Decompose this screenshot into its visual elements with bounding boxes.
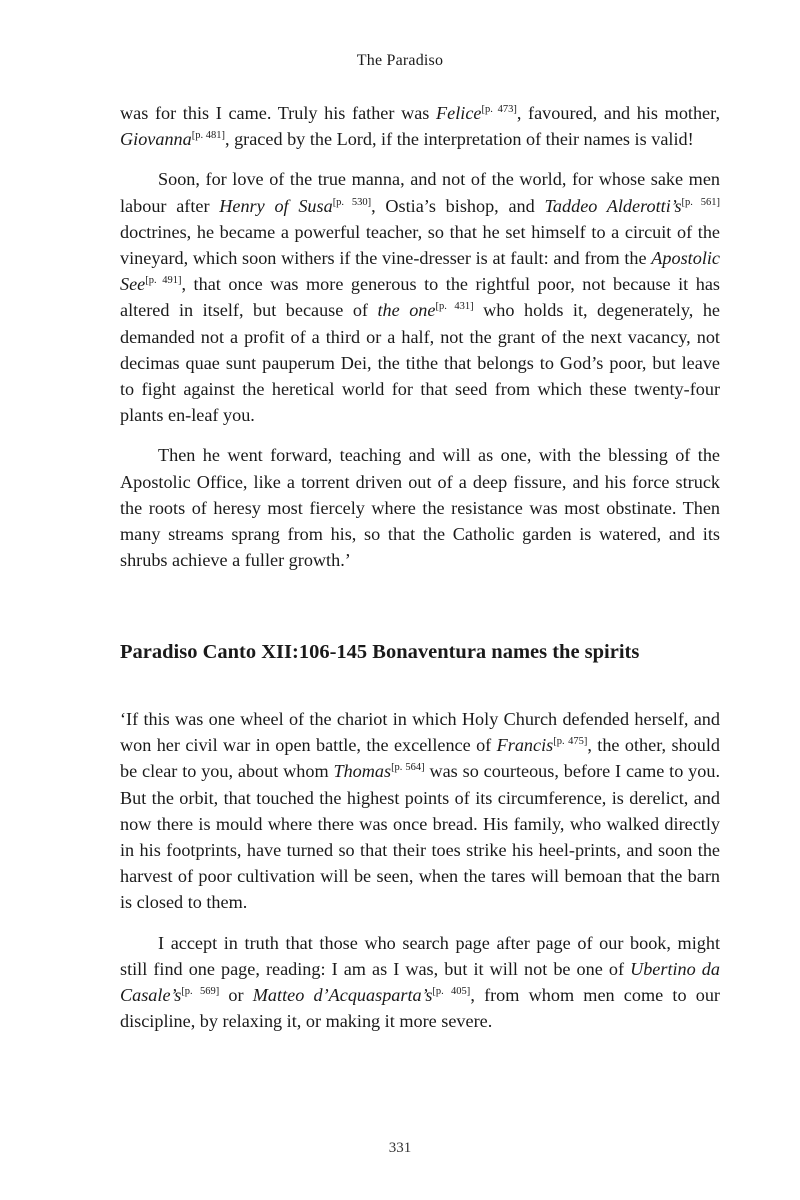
page-reference-link[interactable]: [p. 431]	[435, 301, 474, 313]
italic-name: Matteo d’Acquasparta’s	[252, 985, 433, 1006]
italic-name: Henry of Susa	[219, 195, 333, 216]
body-text-upper	[120, 100, 720, 587]
page-reference-link[interactable]: [p. 569]	[181, 985, 220, 997]
paragraph	[120, 706, 720, 916]
text-run: , the other, should be clear to you, about whom	[120, 735, 720, 782]
paragraph	[120, 930, 720, 1035]
text-run: Soon, for love of the true manna, and not of the world, for whose sake men labour after	[120, 169, 720, 216]
paragraph	[120, 100, 720, 152]
italic-name: the one	[377, 300, 436, 321]
text-run: , that once was more generous to the rightful poor, not because it has altered in itself, but because of	[120, 274, 721, 321]
text-run: , from whom men come to our discipline, by relaxing it, or making it more severe.	[120, 985, 720, 1032]
page-reference-link[interactable]: [p. 475]	[553, 736, 588, 748]
italic-name: Felice	[436, 103, 482, 123]
page-reference-link[interactable]: [p. 530]	[332, 196, 372, 208]
text-run: was so courteous, before I came to you. But the orbit, that touched the highest points of its circumference, is derelict, and now there is mould where there was once bread. His family, who walked directly in his footprints, have turned so that their toes strike his heel-prints, and soon the harvest of poor cultivation will be seen, when the tares will bemoan that the barn is closed to them.	[120, 761, 720, 913]
italic-name: Thomas	[333, 761, 392, 782]
page-reference-link[interactable]: [p. 564]	[391, 762, 425, 774]
paragraph	[120, 166, 720, 428]
text-run: who holds it, degenerately, he demanded not a profit of a third or a half, not the grant of the next vacancy, not decimas quae sunt pauperum Dei, the tithe that belongs to God’s poor, but leave to fight against the heretical world for that seed from which these twenty-four plants en-leaf you.	[120, 300, 720, 426]
body-text-lower	[120, 706, 720, 1048]
section-heading: Paradiso Canto XII:106-145 Bonaventura names the spirits	[120, 641, 640, 663]
italic-name: Taddeo Alderotti’s	[544, 195, 682, 216]
text-run: or	[219, 985, 253, 1006]
text-run: was for this I came. Truly his father was	[120, 103, 437, 123]
paragraph	[120, 442, 720, 573]
text-run: , graced by the Lord, if the interpretation of their names is valid!	[224, 129, 694, 150]
page-reference-link[interactable]: [p. 405]	[432, 985, 471, 997]
running-head: The Paradiso	[356, 52, 444, 69]
text-run: doctrines, he became a powerful teacher, so that he set himself to a circuit of the vineyard, which soon withers if the vine-dresser is at fault: and from the	[120, 221, 720, 269]
page-reference-link[interactable]: [p. 491]	[145, 275, 182, 287]
italic-name: Francis	[496, 735, 554, 756]
text-run: I accept in truth that those who search page after page of our book, might still find one page, reading: I am as I was, but it will not be one of	[120, 932, 720, 979]
page-reference-link[interactable]: [p. 561]	[681, 196, 720, 208]
italic-name: Giovanna	[120, 129, 192, 150]
text-run: Then he went forward, teaching and will as one, with the blessing of the Apostolic Office, like a torrent driven out of a deep fissure, and his force struck the roots of heresy most fiercely where the resistance was most obstinate. Then many streams sprang from his, so that the Catholic garden is watered, and its shrubs achieve a fuller growth.’	[120, 445, 720, 571]
italic-name: Ubertino da Casale’s	[120, 958, 720, 1006]
text-run: , Ostia’s bishop, and	[371, 195, 545, 216]
text-run: , favoured, and his mother,	[516, 103, 721, 123]
page-number: 331	[388, 1140, 412, 1156]
text-run: ‘If this was one wheel of the chariot in which Holy Church defended herself, and won her civil war in open battle, the excellence of	[120, 709, 720, 756]
italic-name: Apostolic See	[120, 248, 720, 295]
page-reference-link[interactable]: [p. 473]	[481, 103, 517, 115]
page-reference-link[interactable]: [p. 481]	[191, 130, 225, 142]
